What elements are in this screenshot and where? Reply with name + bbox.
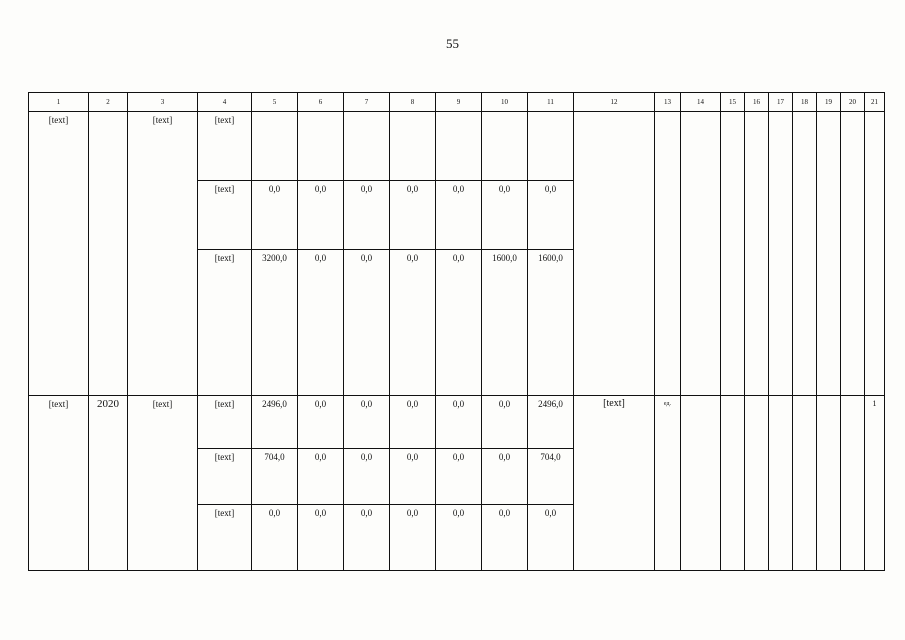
unit-cell [655, 112, 681, 396]
column-number: 14 [681, 93, 721, 112]
blank-cell [769, 396, 793, 571]
value-cell [482, 112, 528, 181]
value-cell: 0,0 [528, 181, 574, 250]
column-number: 11 [528, 93, 574, 112]
value-cell: 0,0 [298, 250, 344, 396]
column-number: 7 [344, 93, 390, 112]
value-cell: 0,0 [436, 181, 482, 250]
funding-source-cell: [text] [198, 181, 252, 250]
event-name-cell: [text] [29, 396, 89, 571]
column-number: 13 [655, 93, 681, 112]
blank-cell [745, 112, 769, 396]
column-number: 17 [769, 93, 793, 112]
value-cell: 704,0 [528, 449, 574, 505]
blank-cell [681, 396, 721, 571]
column-number: 15 [721, 93, 745, 112]
value-cell: 0,0 [344, 449, 390, 505]
column-number: 1 [29, 93, 89, 112]
value-cell: 1600,0 [528, 250, 574, 396]
value-cell: 704,0 [252, 449, 298, 505]
column-number: 19 [817, 93, 841, 112]
value-cell: 0,0 [298, 396, 344, 449]
unit-cell: ед. [655, 396, 681, 571]
column-number: 6 [298, 93, 344, 112]
column-number-row [29, 93, 885, 112]
value-cell: 0,0 [436, 505, 482, 571]
funding-source-cell: [text] [198, 250, 252, 396]
blank-cell [769, 112, 793, 396]
value-cell: 0,0 [252, 505, 298, 571]
value-cell: 0,0 [390, 181, 436, 250]
value-cell: 3200,0 [252, 250, 298, 396]
page-number: 55 [446, 36, 459, 51]
value-cell: 0,0 [482, 505, 528, 571]
blank-cell [793, 112, 817, 396]
column-number: 3 [128, 93, 198, 112]
value-cell [344, 112, 390, 181]
value-cell [390, 112, 436, 181]
value-cell: 2496,0 [252, 396, 298, 449]
table-row [29, 396, 885, 449]
column-number: 5 [252, 93, 298, 112]
value-cell: 0,0 [436, 449, 482, 505]
blank-cell [865, 112, 885, 396]
column-number: 18 [793, 93, 817, 112]
value-cell: 0,0 [436, 396, 482, 449]
value-cell: 0,0 [528, 505, 574, 571]
column-number: 10 [482, 93, 528, 112]
funding-source-cell: [text] [198, 505, 252, 571]
value-cell [528, 112, 574, 181]
column-number: 4 [198, 93, 252, 112]
value-cell: 0,0 [298, 449, 344, 505]
funding-source-cell: [text] [198, 112, 252, 181]
blank-cell [841, 112, 865, 396]
value-cell: 0,0 [482, 449, 528, 505]
value-cell: 0,0 [344, 250, 390, 396]
blank-cell [841, 396, 865, 571]
blank-cell [721, 112, 745, 396]
column-number: 9 [436, 93, 482, 112]
indicator-cell: [text] [574, 396, 655, 571]
value-cell: 0,0 [298, 181, 344, 250]
blank-cell [793, 396, 817, 571]
column-number: 20 [841, 93, 865, 112]
value-cell [436, 112, 482, 181]
value-cell: 0,0 [344, 181, 390, 250]
value-cell: 0,0 [482, 396, 528, 449]
column-number: 2 [89, 93, 128, 112]
table-row [29, 112, 885, 181]
column-number: 12 [574, 93, 655, 112]
value-cell: 0,0 [344, 505, 390, 571]
blank-cell [745, 396, 769, 571]
value-cell: 0,0 [436, 250, 482, 396]
blank-cell [817, 112, 841, 396]
event-name-cell: [text] [29, 112, 89, 396]
blank-cell [721, 396, 745, 571]
funding-source-cell: [text] [198, 396, 252, 449]
program-table [28, 92, 885, 571]
executor-cell: [text] [128, 112, 198, 396]
value-cell [252, 112, 298, 181]
value-cell: 0,0 [298, 505, 344, 571]
value-cell: 0,0 [390, 449, 436, 505]
value-cell [298, 112, 344, 181]
year-cell [89, 112, 128, 396]
value-cell: 1 [865, 396, 885, 571]
column-number: 8 [390, 93, 436, 112]
column-number: 16 [745, 93, 769, 112]
value-cell: 0,0 [252, 181, 298, 250]
value-cell: 0,0 [390, 396, 436, 449]
blank-cell [817, 396, 841, 571]
value-cell: 0,0 [390, 505, 436, 571]
value-cell: 1600,0 [482, 250, 528, 396]
funding-source-cell: [text] [198, 449, 252, 505]
value-cell: 2496,0 [528, 396, 574, 449]
executor-cell: [text] [128, 396, 198, 571]
value-cell: 0,0 [482, 181, 528, 250]
column-number: 21 [865, 93, 885, 112]
blank-cell [681, 112, 721, 396]
year-cell: 2020 [89, 396, 128, 571]
value-cell: 0,0 [390, 250, 436, 396]
value-cell: 0,0 [344, 396, 390, 449]
indicator-cell [574, 112, 655, 396]
